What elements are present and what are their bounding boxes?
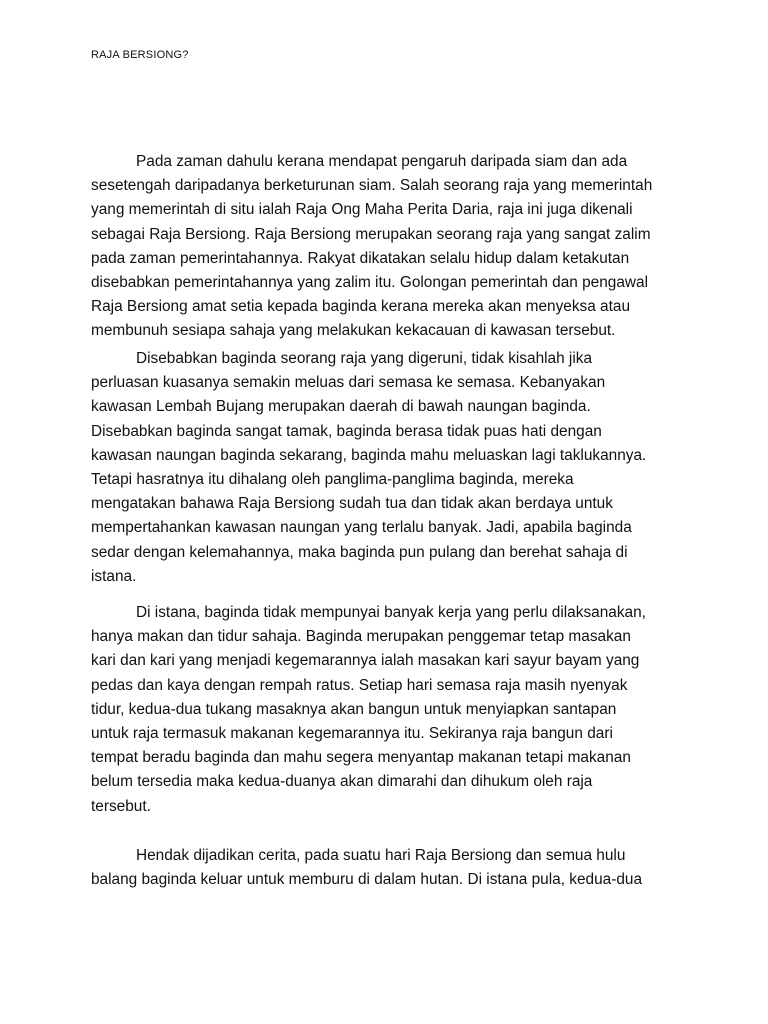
text-line: untuk raja termasuk makanan kegemarannya itu. Sekiranya raja bangun dari	[91, 724, 613, 742]
text-line: sesetengah daripadanya berketurunan siam. Salah seorang raja yang memerintah	[91, 177, 653, 195]
text-line: kari dan kari yang menjadi kegemarannya ialah masakan kari sayur bayam yang	[91, 652, 640, 670]
text-line: Disebabkan baginda sangat tamak, baginda berasa tidak puas hati dengan	[91, 422, 602, 440]
text-line: Raja Bersiong amat setia kepada baginda kerana mereka akan menyeksa atau	[91, 298, 631, 316]
text-line: istana.	[91, 567, 137, 585]
text-line: Pada zaman dahulu kerana mendapat pengaruh daripada siam dan ada	[136, 153, 628, 170]
text-line: Disebabkan baginda seorang raja yang digeruni, tidak kisahlah jika	[136, 350, 593, 367]
text-line: mengatakan bahawa Raja Bersiong sudah tua dan tidak akan berdaya untuk	[91, 495, 613, 513]
paragraph-1	[91, 150, 685, 344]
document-title: RAJA BERSIONG?	[91, 49, 189, 61]
text-line: Hendak dijadikan cerita, pada suatu hari Raja Bersiong dan semua hulu	[136, 847, 626, 864]
paragraph-3	[91, 601, 685, 819]
text-line: sedar dengan kelemahannya, maka baginda pun pulang dan berehat sahaja di	[91, 543, 628, 561]
text-line: pada zaman pemerintahannya. Rakyat dikatakan selalu hidup dalam ketakutan	[91, 249, 630, 267]
text-line: tidur, kedua-dua tukang masaknya akan bangun untuk menyiapkan santapan	[91, 700, 617, 718]
text-line: membunuh sesiapa sahaja yang melakukan kekacauan di kawasan tersebut.	[91, 322, 616, 340]
text-line: tempat beradu baginda dan mahu segera menyantap makanan tetapi makanan	[91, 749, 631, 767]
text-line: Tetapi hasratnya itu dihalang oleh panglima-panglima baginda, mereka	[91, 470, 574, 488]
text-line: tersebut.	[91, 797, 151, 815]
paragraph-4	[91, 844, 685, 892]
text-line: pedas dan kaya dengan rempah ratus. Setiap hari semasa raja masih nyenyak	[91, 676, 628, 694]
text-line: belum tersedia maka kedua-duanya akan dimarahi dan dihukum oleh raja	[91, 773, 593, 791]
text-line: kawasan naungan baginda sekarang, baginda mahu meluaskan lagi taklukannya.	[91, 446, 647, 464]
text-line: yang memerintah di situ ialah Raja Ong Maha Perita Daria, raja ini juga dikenali	[91, 201, 633, 219]
text-line: kawasan Lembah Bujang merupakan daerah di bawah naungan baginda.	[91, 398, 591, 416]
text-line: perluasan kuasanya semakin meluas dari semasa ke semasa. Kebanyakan	[91, 374, 606, 392]
text-line: Di istana, baginda tidak mempunyai banyak kerja yang perlu dilaksanakan,	[136, 604, 646, 621]
text-line: disebabkan pemerintahannya yang zalim itu. Golongan pemerintah dan pengawal	[91, 273, 649, 291]
paragraph-2	[91, 347, 685, 589]
text-line: balang baginda keluar untuk memburu di dalam hutan. Di istana pula, kedua-dua	[91, 871, 643, 889]
text-line: sebagai Raja Bersiong. Raja Bersiong merupakan seorang raja yang sangat zalim	[91, 225, 651, 243]
text-line: mempertahankan kawasan naungan yang terlalu banyak. Jadi, apabila baginda	[91, 519, 632, 537]
text-line: hanya makan dan tidur sahaja. Baginda merupakan penggemar tetap masakan	[91, 628, 631, 646]
